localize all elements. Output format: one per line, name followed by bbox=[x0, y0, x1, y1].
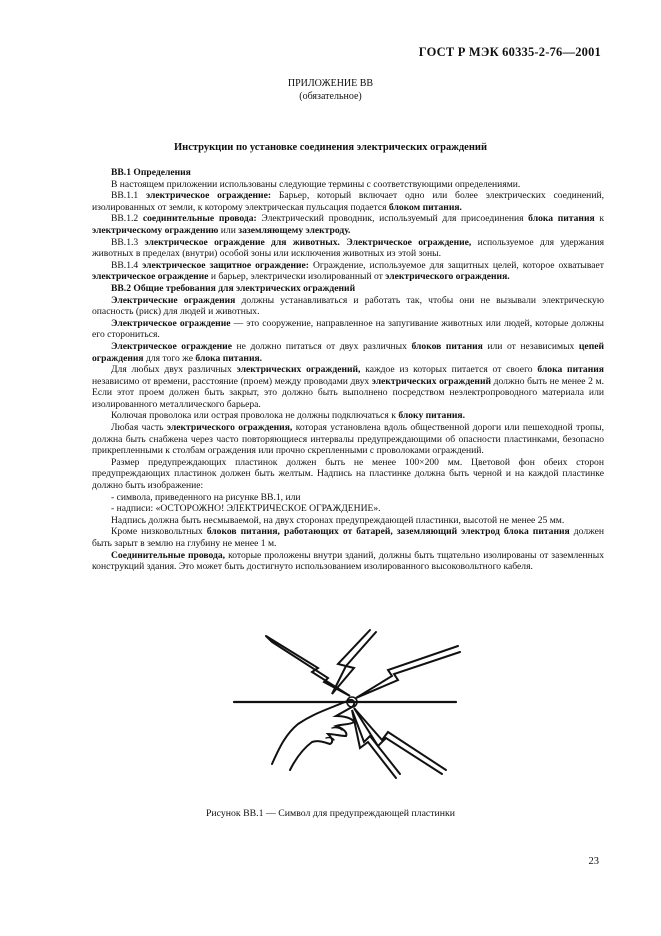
definition-bb1-2: ВВ.1.2 соединительные провода: Электрический проводник, используемый для присоединения блока питания к электрическому ограждению или заземляющему электроду. bbox=[92, 213, 604, 236]
lightning-bolt-upper-right bbox=[356, 646, 460, 698]
definition-bb1-3: ВВ.1.3 электрическое ограждение для животных. Электрическое ограждение, используемое для удержания животных в пределах (внутри) особой зоны или исключения животных из этой зоны. bbox=[92, 236, 604, 260]
section-bb2-heading: ВВ.2 Общие требования для электрических ограждений bbox=[111, 282, 356, 294]
hand-icon bbox=[272, 700, 354, 770]
bb2-paragraph-2: Электрическое ограждение — это сооружение, направленное на запугивание животных или людей, которые должны его сторониться. bbox=[92, 317, 604, 341]
bb1-intro: В настоящем приложении использованы следующие термины с соответствующими определениями. bbox=[111, 178, 521, 190]
appendix-heading bbox=[0, 77, 661, 103]
bb2-paragraph-5: Колючая проволока или острая проволока не должны подключаться к блоку питания. bbox=[111, 410, 465, 422]
definition-bb1-1: ВВ.1.1 электрическое ограждение: Барьер, который включает одно или более электрических соединений, изолированных от земли, к которому электрическая пульсация подается блоком питания. bbox=[92, 190, 604, 213]
section-bb1-heading: ВВ.1 Определения bbox=[111, 167, 191, 178]
bb2-paragraph-8: Надпись должна быть несмываемой, на двух сторонах предупреждающей пластинки, высотой не менее 25 мм. bbox=[111, 514, 565, 526]
bb2-paragraph-6: Любая часть электрического ограждения, которая установлена вдоль общественной дороги или пешеходной тропы, должна быть снабжена через часто повторяющиеся интервалы предупреждающими об опасности пластинками, безопасно прикрепленными к столбам ограждения или прочно скрепленными с проволоками ограждений. bbox=[92, 422, 604, 457]
definition-bb1-4: ВВ.1.4 электрическое защитное ограждение: Ограждение, используемое для защитных целей, которое охватывает электрическое ограждение и барьер, электрически изолированный от электрического ограждения. bbox=[92, 259, 604, 283]
appendix-title: ПРИЛОЖЕНИЕ ВВ bbox=[287, 78, 374, 89]
standard-header: ГОСТ Р МЭК 60335-2-76—2001 bbox=[418, 45, 601, 59]
bb2-paragraph-4: Для любых двух различных электрических ограждений, каждое из которых питается от своего блока питания независимо от времени, расстояние (проем) между проводами двух электрических ограждений должно быть не менее 2 м. Если этот проем должен быть закрыт, это должно быть выполнено посредством неэлектропроводного материала или изолированного металлического барьера. bbox=[92, 364, 604, 410]
bb2-paragraph-1: Электрические ограждения должны устанавливаться и работать так, чтобы они не вызывали электрическую опасность (риск) для людей и животных. bbox=[92, 294, 604, 318]
appendix-subtitle: (обязательное) bbox=[299, 91, 362, 102]
figure-caption: Рисунок ВВ.1 — Символ для предупреждающей пластинки bbox=[205, 808, 456, 819]
bb2-list-item-1: - символа, приведенного на рисунке ВВ.1, или bbox=[111, 491, 301, 503]
bb2-paragraph-7: Размер предупреждающих пластинок должен быть не менее 100×200 мм. Цветовой фон обеих сторон предупреждающих пластинок должен быть желтым. Надпись на пластинке должна быть черной и на каждой пластинке должно быть изображение: bbox=[92, 456, 604, 492]
bb2-paragraph-9: Кроме низковольтных блоков питания, работающих от батарей, заземляющий электрод блока питания должен быть зарыт в землю на глубину не менее 1 м. bbox=[92, 526, 604, 549]
document-body bbox=[92, 167, 604, 573]
lightning-bolt-bottom bbox=[352, 710, 400, 778]
page-number: 23 bbox=[588, 856, 599, 867]
lightning-bolt-top bbox=[332, 630, 376, 694]
bb2-paragraph-10: Соединительные провода, которые проложены внутри зданий, должны быть тщательно изолированы от заземленных конструкций здания. Это может быть достигнуто использованием изолированного высоковольтного кабеля. bbox=[92, 549, 605, 573]
bb2-list-item-2: - надписи: «ОСТОРОЖНО! ЭЛЕКТРИЧЕСКОЕ ОГРАЖДЕНИЕ». bbox=[111, 503, 381, 515]
bb2-paragraph-3: Электрическое ограждение не должно питаться от двух различных блоков питания или от независимых цепей ограждения для того же блока питания. bbox=[92, 340, 605, 364]
warning-symbol-figure bbox=[220, 624, 470, 784]
main-title: Инструкции по установке соединения электрических ограждений bbox=[174, 142, 487, 153]
